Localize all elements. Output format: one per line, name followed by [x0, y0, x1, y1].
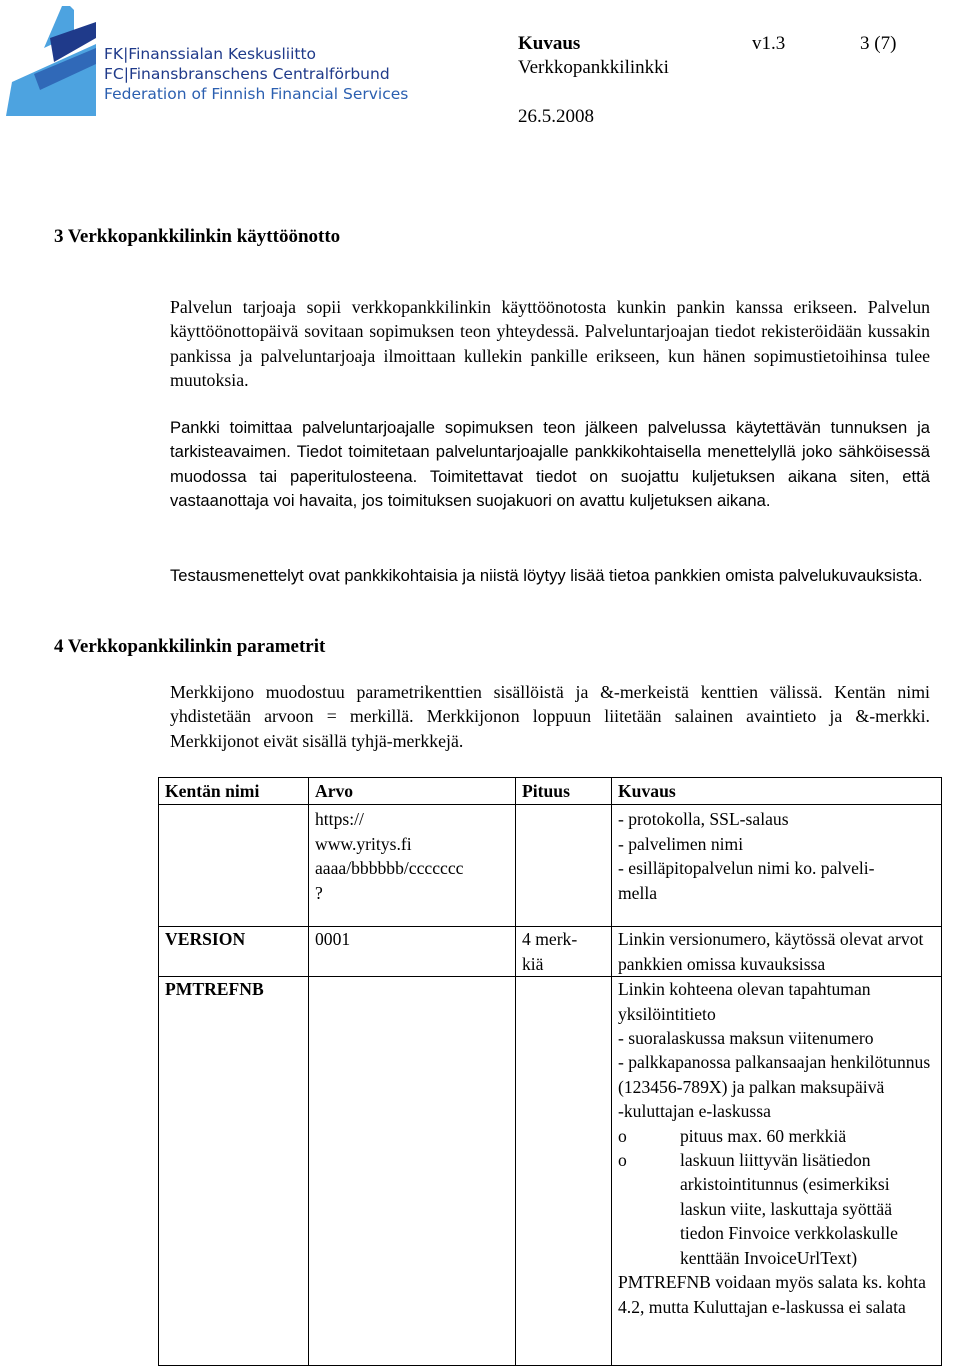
table-row	[159, 927, 942, 977]
header-kentan-nimi: Kentän nimi	[159, 778, 309, 805]
section-3-heading: 3 Verkkopankkilinkin käyttöönotto	[54, 226, 341, 247]
page-number: 3 (7)	[860, 33, 897, 54]
row-3-description: Linkin kohteena olevan tapahtuman yksilöintitieto - suoralaskussa maksun viitenumero - palkkapanossa palkansaajan henkilötunnus (123456-789X) ja palkan maksupäivä -kuluttajan e-laskussa o pituus max. 60 merkkiä o laskuun liittyvän lisätiedon arkistointitunnus (esimerkiksi laskun viite, laskuttaja syöttää tiedon Finvoice verkkolaskulle kenttään InvoiceUrlText) PMTREFNB voidaan myös salata ks. kohta 4.2, mutta Kuluttajan e-laskussa ei salata	[612, 977, 942, 1366]
section-3-paragraph-1: Palvelun tarjoaja sopii verkkopankkilinkin käyttöönotosta kunkin pankin kanssa erikseen. Palvelun käyttöönottopäivä sovitaan sopimuksen teon yhteydessä. Palveluntarjoajan tiedot rekisteröidään kussakin pankissa ja palveluntarjoaja ilmoittaan kullekin pankille erikseen, kun hänen sopimustietoihinsa tulee muutoksia.	[170, 297, 930, 391]
header-pituus: Pituus	[516, 778, 612, 805]
doc-version: v1.3	[752, 33, 786, 54]
list-item: o pituus max. 60 merkkiä	[618, 1124, 935, 1148]
section-3-paragraph-3: Testausmenettelyt ovat pankkikohtaisia ja niistä löytyy lisää tietoa pankkien omista palvelukuvauksista.	[170, 566, 923, 585]
row-1-length	[516, 805, 612, 927]
logo-line-3: Federation of Finnish Financial Services	[104, 85, 409, 103]
doc-date: 26.5.2008	[518, 106, 594, 127]
logo	[4, 4, 409, 122]
section-4-heading: 4 Verkkopankkilinkin parametrit	[54, 636, 326, 657]
table-row	[159, 805, 942, 927]
row-1-description: - protokolla, SSL-salaus - palvelimen nimi - esilläpitopalvelun nimi ko. palveli- mella	[612, 805, 942, 927]
logo-line-1: FK|Finanssialan Keskusliitto	[104, 45, 317, 63]
header-arvo: Arvo	[309, 778, 516, 805]
table-header-row	[159, 778, 942, 805]
row-2-value: 0001	[309, 927, 516, 977]
list-item: o laskuun liittyvän lisätiedon arkistointitunnus (esimerkiksi laskun viite, laskuttaja syöttää tiedon Finvoice verkkolaskulle kenttään InvoiceUrlText)	[618, 1148, 935, 1270]
row-2-length: 4 merk- kiä	[516, 927, 612, 977]
header-kuvaus: Kuvaus	[612, 778, 942, 805]
logo-line-2: FC|Finansbranschens Centralförbund	[104, 65, 390, 83]
row-1-value: https:// www.yritys.fi aaaa/bbbbbb/ccccccc ?	[309, 805, 516, 927]
row-3-name: PMTREFNB	[159, 977, 309, 1366]
section-3-paragraph-2: Pankki toimittaa palveluntarjoajalle sopimuksen teon jälkeen palvelussa käytettävän tunnuksen ja tarkisteavaimen. Tiedot toimitetaan palveluntarjoajalle pankkikohtaisella menettelyllä joko sähköisessä muodossa tai paperitulosteena. Toimitettavat tiedot on suojattu kuljetuksen aikana siten, että vastaanottaja voi havaita, jos toimituksen suojakuori on avattu kuljetuksen aikana.	[170, 418, 930, 511]
row-1-name	[159, 805, 309, 927]
parameter-table	[158, 777, 942, 1366]
row-3-length	[516, 977, 612, 1366]
sub-item-list	[618, 1124, 935, 1270]
doc-type: Kuvaus	[518, 33, 581, 54]
table-row	[159, 977, 942, 1366]
row-2-name: VERSION	[159, 927, 309, 977]
section-4-paragraph: Merkkijono muodostuu parametrikenttien sisällöistä ja &-merkeistä kenttien välissä. Kentän nimi yhdistetään arvoon = merkillä. Merkkijonon loppuun liitetään salainen avaintieto ja &-merkki. Merkkijonot eivät sisällä tyhjä-merkkejä.	[170, 682, 930, 751]
doc-subtitle: Verkkopankkilinkki	[518, 57, 669, 78]
row-3-value	[309, 977, 516, 1366]
row-2-description: Linkin versionumero, käytössä olevat arvot pankkien omissa kuvauksissa	[612, 927, 942, 977]
logo-mark-icon	[4, 4, 100, 120]
